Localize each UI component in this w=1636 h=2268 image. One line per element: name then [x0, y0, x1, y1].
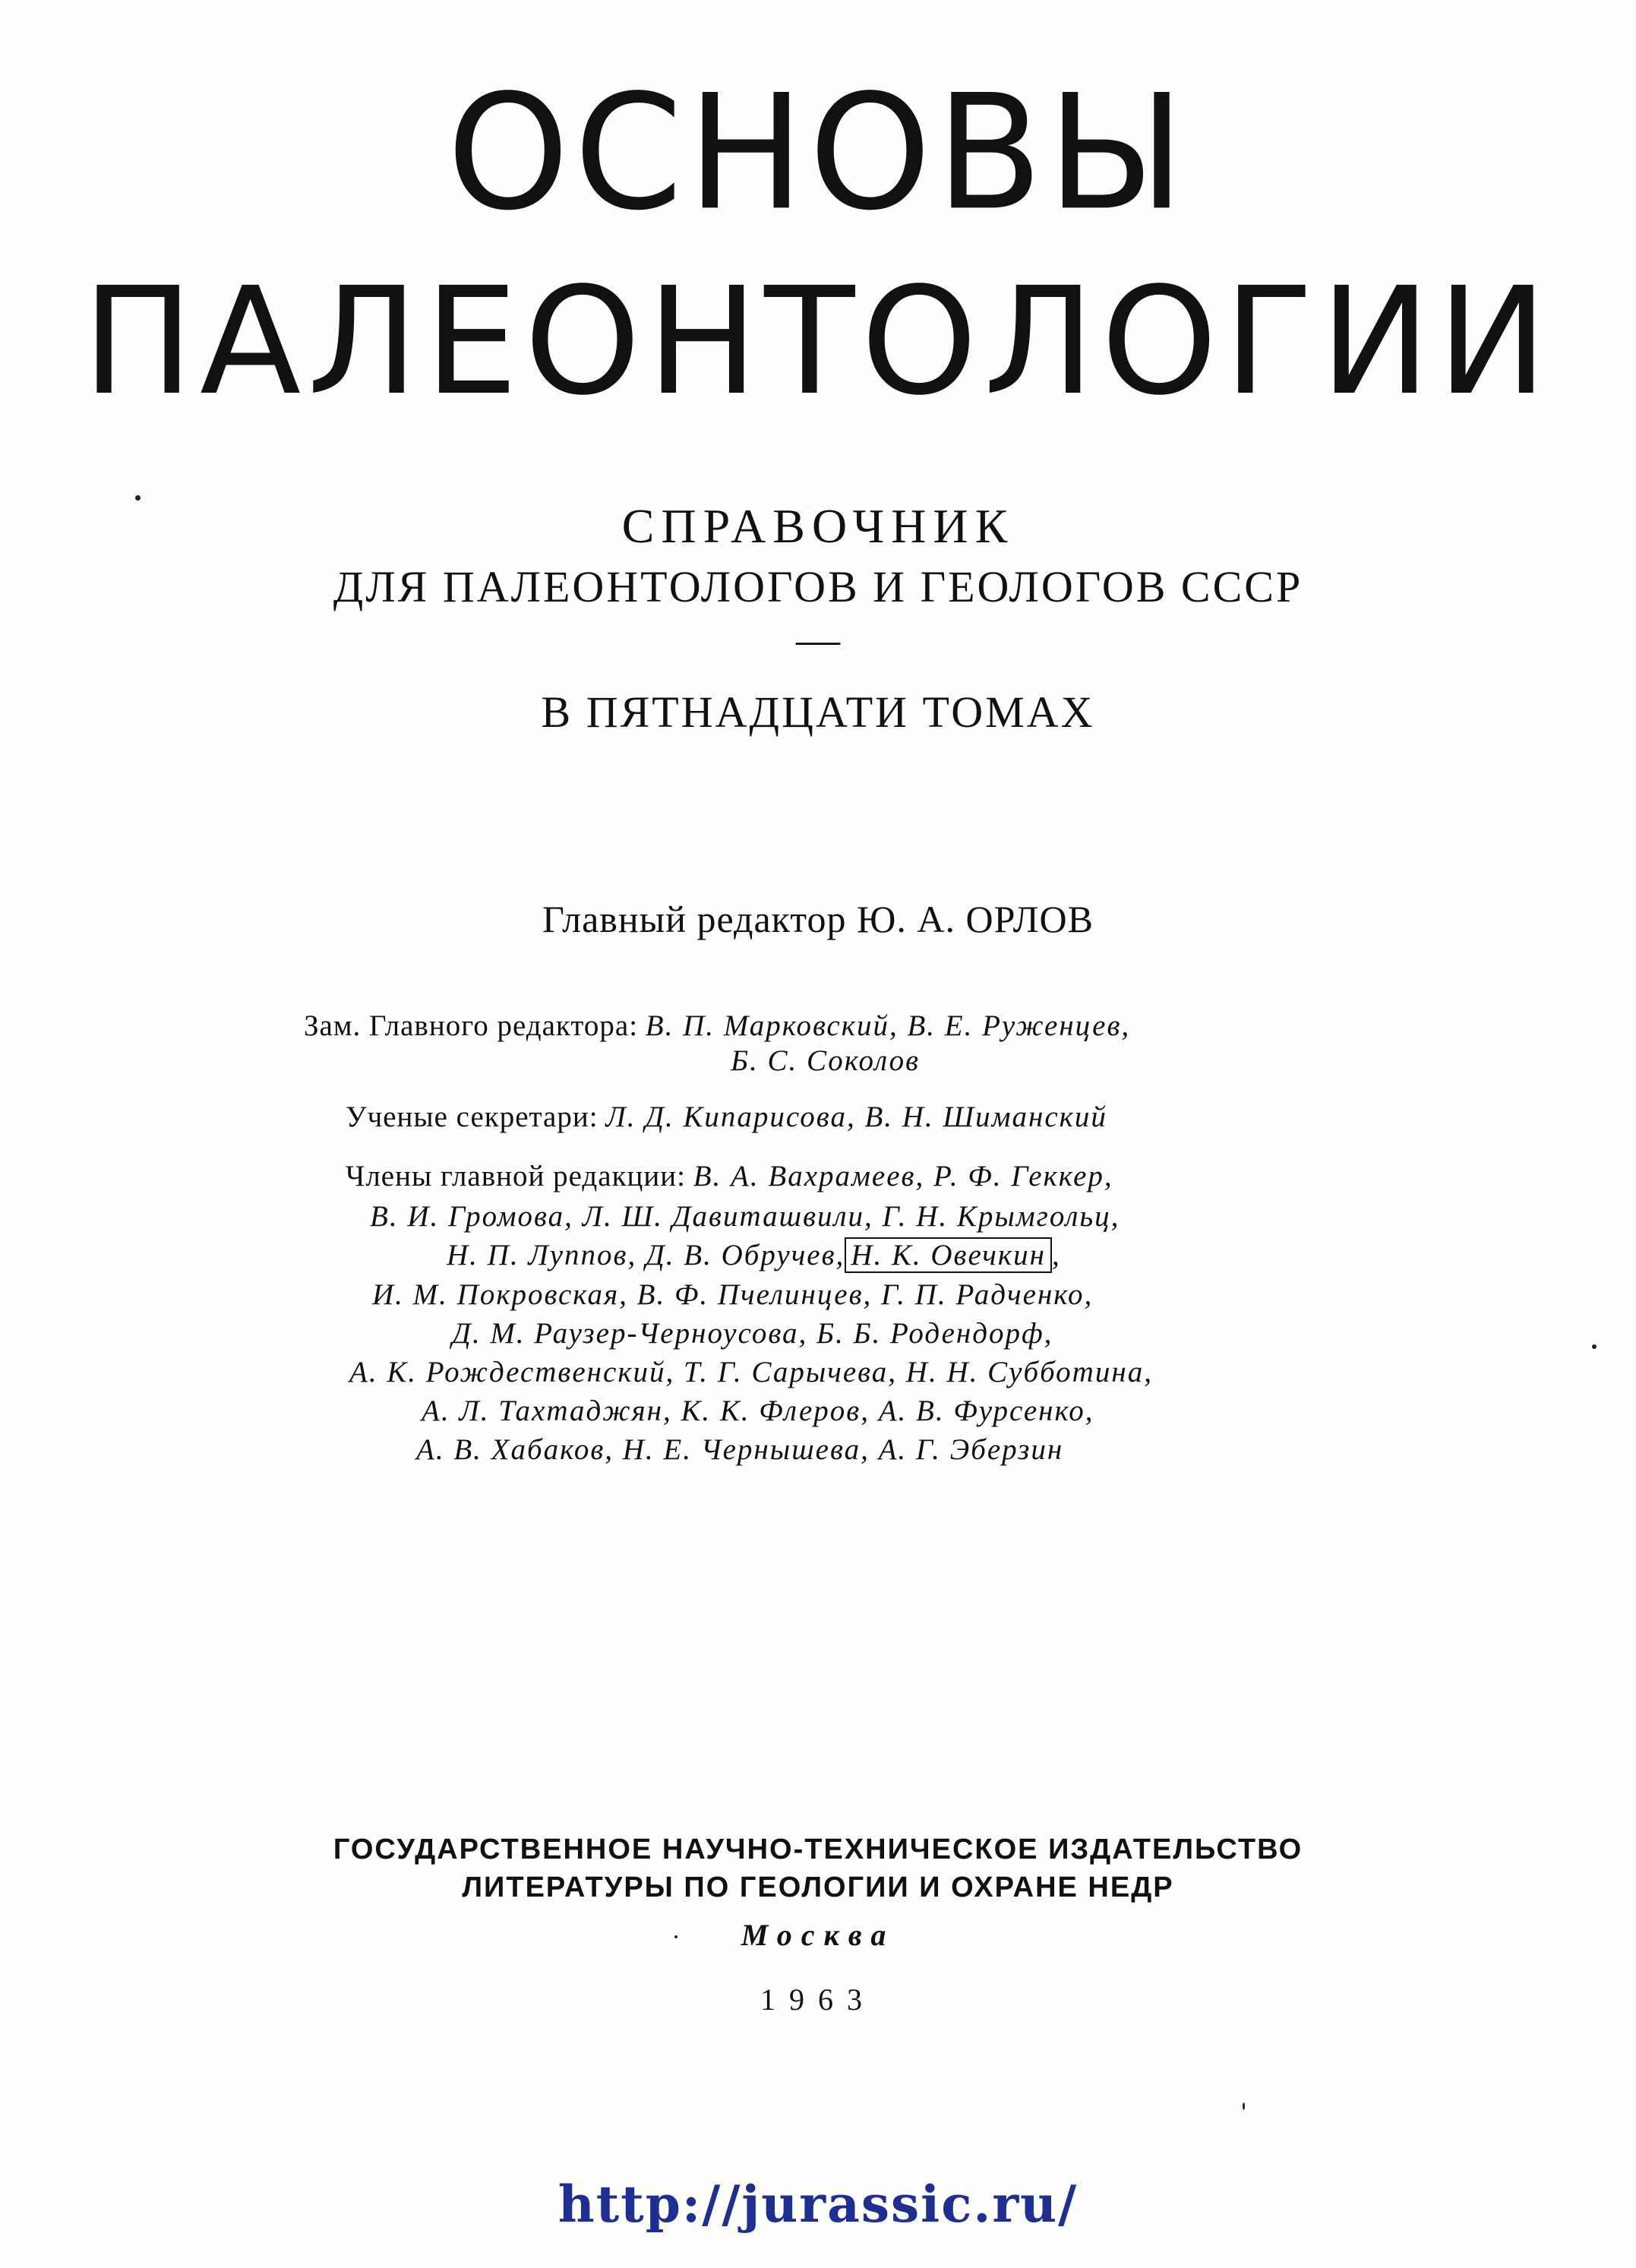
deputy-editors-label: Зам. Главного редактора:	[304, 1009, 639, 1042]
subtitle-audience: ДЛЯ ПАЛЕОНТОЛОГОВ И ГЕОЛОГОВ СССР	[333, 562, 1303, 611]
scan-speck	[1243, 2102, 1245, 2110]
book-title-line-1: ОСНОВЫ	[447, 61, 1189, 246]
watermark-url: http://jurassic.ru/	[557, 2175, 1079, 2234]
scan-speck	[1592, 1344, 1597, 1349]
members-names-3a: Н. П. Луппов, Д. В. Обручев,	[447, 1239, 845, 1271]
deputy-editors-names-2: Б. С. Соколов	[731, 1044, 920, 1077]
subtitle-dash: —	[796, 614, 840, 664]
book-title-line-2: ПАЛЕОНТОЛОГИИ	[82, 255, 1554, 428]
scan-speck	[674, 1935, 677, 1938]
deputy-editors-row-2	[731, 1041, 920, 1080]
members-names-6: А. К. Рождественский, Т. Г. Сарычева, Н. Н. Субботина,	[349, 1356, 1153, 1388]
members-names-4: И. М. Покровская, В. Ф. Пчелинцев, Г. П. Радченко,	[372, 1278, 1094, 1311]
members-names-8: А. В. Хабаков, Н. Е. Чернышева, А. Г. Эберзин	[416, 1433, 1064, 1466]
publisher-line-1: ГОСУДАРСТВЕННОЕ НАУЧНО-ТЕХНИЧЕСКОЕ ИЗДАТЕЛЬСТВО	[333, 1834, 1303, 1865]
publication-year: 1963	[760, 1982, 876, 2017]
publisher-line-2: ЛИТЕРАТУРЫ ПО ГЕОЛОГИИ И ОХРАНЕ НЕДР	[462, 1872, 1174, 1903]
secretaries-label: Ученые секретари:	[346, 1101, 598, 1133]
deputy-editors-row	[304, 1006, 1130, 1045]
scan-speck	[135, 495, 141, 501]
subtitle-reference: СПРАВОЧНИК	[621, 499, 1015, 553]
members-row-2	[370, 1197, 1120, 1236]
subtitle-volumes: В ПЯТНАДЦАТИ ТОМАХ	[541, 687, 1095, 737]
members-names-5: Д. М. Раузер-Черноусова, Б. Б. Родендорф,	[452, 1317, 1053, 1350]
chief-editor: Главный редактор Ю. А. ОРЛОВ	[542, 898, 1094, 940]
members-row-6	[349, 1353, 1153, 1391]
publisher-city: Москва	[741, 1918, 895, 1952]
deputy-editors-names: В. П. Марковский, В. Е. Руженцев,	[645, 1009, 1131, 1042]
members-row-4	[372, 1275, 1093, 1314]
secretaries-names: Л. Д. Кипарисова, В. Н. Шиманский	[605, 1101, 1107, 1133]
members-row-3	[447, 1236, 1061, 1275]
members-label: Члены главной редакции:	[346, 1160, 686, 1192]
members-row-1	[346, 1157, 1113, 1196]
members-row-5	[452, 1314, 1053, 1353]
members-names-3b: ,	[1051, 1239, 1061, 1271]
secretaries-row	[346, 1098, 1107, 1136]
members-names-7: А. Л. Тахтаджян, К. К. Флеров, А. В. Фурсенко,	[422, 1395, 1094, 1427]
members-names-2: В. И. Громова, Л. Ш. Давиташвили, Г. Н. Крымгольц,	[370, 1200, 1120, 1233]
members-row-8	[416, 1430, 1063, 1469]
members-boxed-name: Н. К. Овечкин	[845, 1237, 1052, 1273]
members-row-7	[422, 1391, 1094, 1430]
members-names-1: В. А. Вахрамеев, Р. Ф. Геккер,	[693, 1160, 1113, 1192]
